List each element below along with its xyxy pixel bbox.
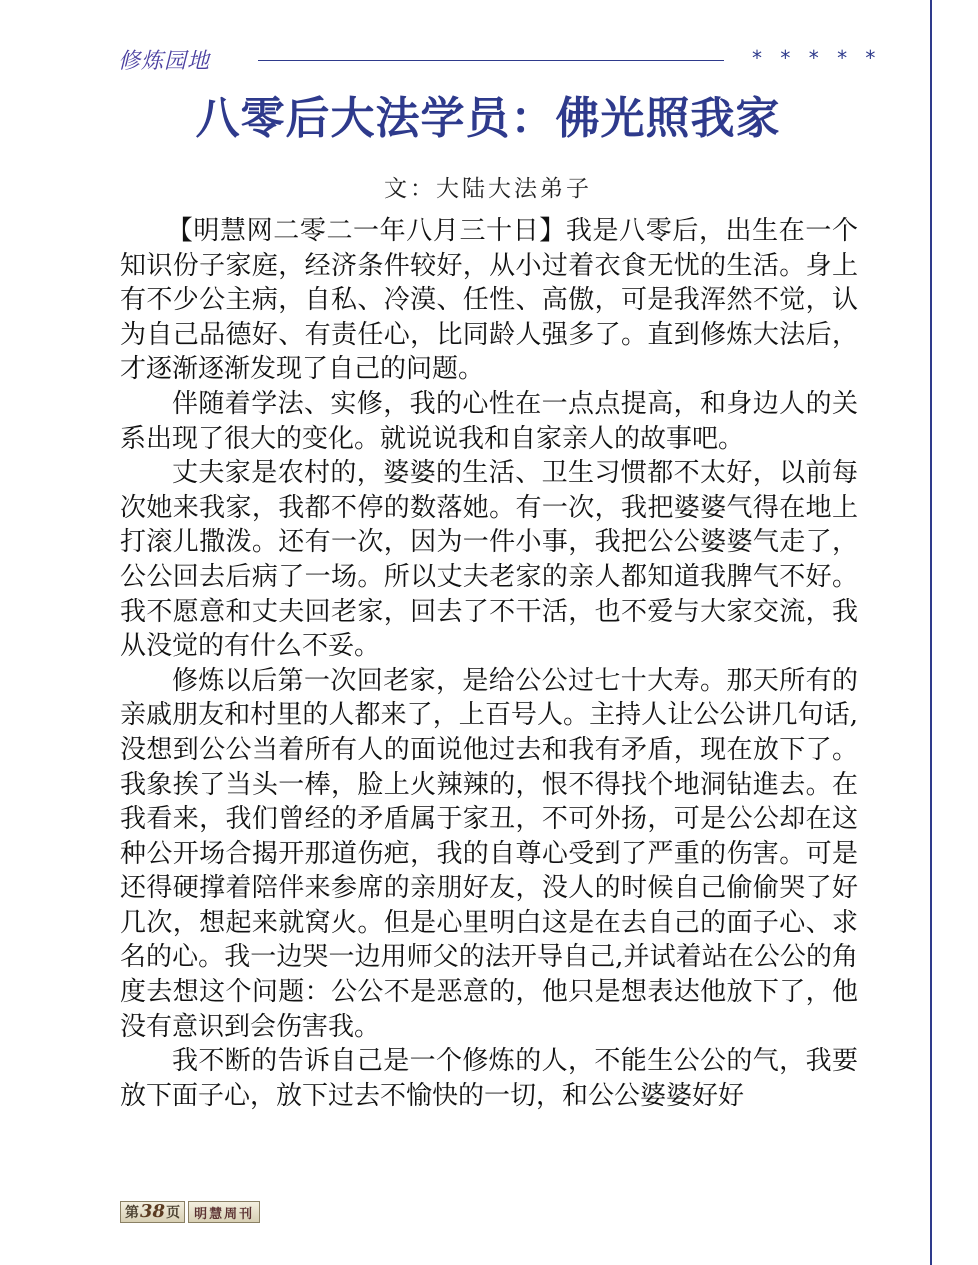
paragraph: 丈夫家是农村的，婆婆的生活、卫生习惯都不太好，以前每次她来我家，我都不停的数落她。有一次，我把婆婆气得在地上打滚儿撒泼。还有一次，因为一件小事，我把公公婆婆气走了，公公回去后病了一场。所以丈夫老家的亲人都知道我脾气不好。我不愿意和丈夫回老家，回去了不干活，也不爱与大家交流，我从没觉的有什么不妥。 <box>120 458 858 662</box>
page-edge-rule <box>930 0 932 1265</box>
page-number: 38 <box>140 1201 166 1222</box>
page-suffix: 页 <box>166 1205 181 1221</box>
page-number-badge <box>120 1201 185 1223</box>
section-label: 修炼园地 <box>118 49 211 74</box>
paragraph: 我不断的告诉自己是一个修炼的人，不能生公公的气，我要放下面子心，放下过去不愉快的一切，和公公婆婆好好 <box>120 1046 858 1111</box>
article-author: 文：大陆大法弟子 <box>384 176 592 202</box>
article-title: 八零后大法学员：佛光照我家 <box>195 93 781 144</box>
magazine-name-badge: 明慧周刊 <box>188 1201 260 1223</box>
header-stars: * * * * * <box>752 46 882 70</box>
paragraph: 【明慧网二零二一年八月三十日】我是八零后，出生在一个知识份子家庭，经济条件较好，从小过着衣食无忧的生活。身上有不少公主病，自私、冷漠、任性、高傲，可是我浑然不觉，认为自己品德好、有责任心，比同龄人强多了。直到修炼大法后，才逐渐逐渐发现了自己的问题。 <box>120 216 858 385</box>
article-body <box>120 214 858 1113</box>
page-prefix: 第 <box>125 1205 139 1221</box>
paragraph: 修炼以后第一次回老家，是给公公过七十大寿。那天所有的亲戚朋友和村里的人都来了，上百号人。主持人让公公讲几句话,没想到公公当着所有人的面说他过去和我有矛盾，现在放下了。我象挨了当头一棒，脸上火辣辣的，恨不得找个地洞钻進去。在我看来，我们曾经的矛盾属于家丑，不可外扬，可是公公却在这种公开场合揭开那道伤疤，我的自尊心受到了严重的伤害。可是还得硬撑着陪伴来参席的亲朋好友，没人的时候自己偷偷哭了好几次，想起来就窝火。但是心里明白这是在去自己的面子心、求名的心。我一边哭一边用师父的法开导自己,并试着站在公公的角度去想这个问题：公公不是恶意的，他只是想表达他放下了，他没有意识到会伤害我。 <box>120 665 858 1042</box>
header-divider <box>258 60 724 61</box>
page-footer <box>120 1202 260 1222</box>
paragraph: 伴随着学法、实修，我的心性在一点点提高，和身边人的关系出现了很大的变化。就说说我和自家亲人的故事吧。 <box>120 388 858 454</box>
